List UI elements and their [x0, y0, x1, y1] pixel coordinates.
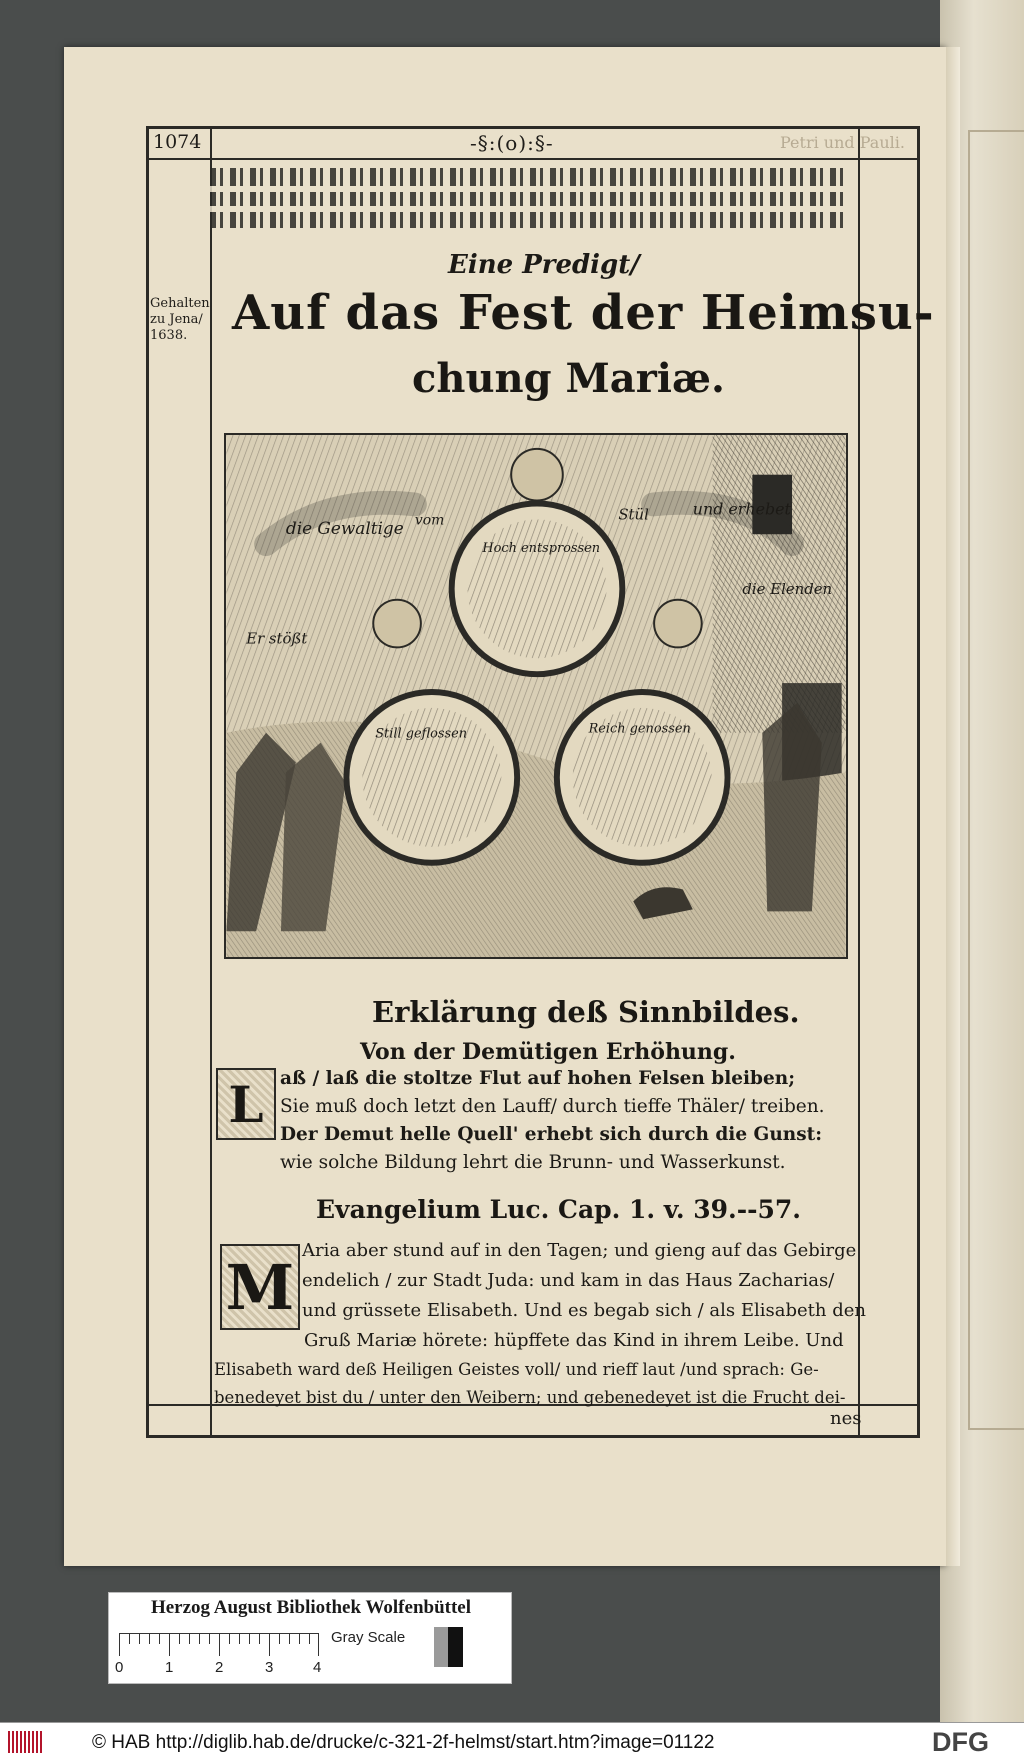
poem-drop-cap: L [216, 1068, 276, 1140]
ruler-number-1: 1 [165, 1659, 174, 1676]
poem-line-2: Sie muß doch letzt den Lauff/ durch tieffe Thäler/ treiben. [280, 1096, 825, 1117]
library-name: Herzog August Bibliothek Wolfenbüttel [150, 1597, 472, 1618]
banner-right-end-text: die Elenden [742, 579, 833, 598]
poem-line-4: wie solche Bildung lehrt die Brunn- und Wasserkunst. [280, 1152, 786, 1173]
poem-line-3: Der Demut helle Quell' erhebt sich durch die Gunst: [280, 1124, 823, 1145]
poem-line-1: aß / laß die stoltze Flut auf hohen Felsen bleiben; [280, 1068, 796, 1089]
gray-scale-patches [419, 1627, 463, 1667]
ornament-band [210, 168, 850, 228]
header-rule [146, 158, 920, 160]
ruler-number-4: 4 [313, 1659, 322, 1676]
explanation-title: Erklärung deß Sinnbildes. [372, 995, 800, 1029]
ruler-number-3: 3 [265, 1659, 274, 1676]
gospel-heading: Evangelium Luc. Cap. 1. v. 39.--57. [316, 1195, 801, 1224]
catchword: nes [830, 1408, 862, 1429]
gospel-line-4: Gruß Mariæ hörete: hüpffete das Kind in ihrem Leibe. Und [304, 1330, 844, 1351]
banner-mid-left-text: vom [414, 512, 445, 529]
medallion-right-label: Reich genossen [588, 721, 691, 737]
footer-bar [0, 1722, 1024, 1761]
footer-copyright-url[interactable]: © HAB http://diglib.hab.de/drucke/c-321-2f-helmst/start.htm?image=01122 [92, 1732, 715, 1753]
gospel-line-2: endelich / zur Stadt Juda: und kam in das Haus Zacharias/ [302, 1270, 835, 1291]
gospel-line-5: Elisabeth ward deß Heiligen Geistes voll/ und rieff laut /und sprach: Ge- [214, 1360, 819, 1379]
page-number: 1074 [153, 131, 202, 153]
sermon-title-line-2: chung Mariæ. [412, 355, 725, 402]
sermon-subtitle: Eine Predigt/ [448, 250, 640, 280]
page-edge [946, 47, 960, 1566]
cherub-left [373, 600, 421, 648]
figure-zacharias [762, 703, 822, 911]
gray-scale-label: Gray Scale [331, 1629, 406, 1646]
ruler-number-2: 2 [215, 1659, 224, 1676]
scale-ruler [119, 1633, 319, 1657]
cherub-top [511, 449, 563, 501]
header-ornament: -§:(o):§- [470, 131, 554, 155]
gospel-line-1: Aria aber stund auf in den Tagen; und gieng auf das Gebirge [302, 1240, 857, 1261]
gospel-drop-cap: M [220, 1244, 300, 1330]
gospel-line-6: benedeyet bist du / unter den Weibern; und gebenedeyet ist die Frucht dei- [214, 1388, 846, 1407]
banner-mid-right-text: Stül [618, 505, 649, 524]
ruler-number-0: 0 [115, 1659, 124, 1676]
library-label [108, 1592, 512, 1684]
medallion-top-label: Hoch entsprossen [482, 541, 601, 557]
medallion-left-label: Still geflossen [375, 726, 468, 742]
margin-note: Gehalten zu Jena/ 1638. [150, 296, 210, 343]
hab-logo-icon [8, 1731, 44, 1753]
banner-left-end-text: Er stößt [246, 629, 308, 648]
dfg-logo: DFG [932, 1727, 989, 1757]
banner-left-text: die Gewaltige [285, 518, 404, 539]
cherub-right [654, 600, 702, 648]
gospel-line-3: und grüssete Elisabeth. Und es begab sich / als Elisabeth den [302, 1300, 866, 1321]
engraving-illustration [226, 435, 846, 957]
emblem-engraving [224, 433, 848, 959]
explanation-subtitle: Von der Demütigen Erhöhung. [360, 1039, 736, 1065]
sermon-title-line-1: Auf das Fest der Heimsu- [232, 285, 935, 341]
header-showthrough: Petri und Pauli. [780, 133, 905, 152]
banner-right-text: und erhebet [692, 499, 791, 519]
adjacent-page-frame [968, 130, 1024, 1430]
